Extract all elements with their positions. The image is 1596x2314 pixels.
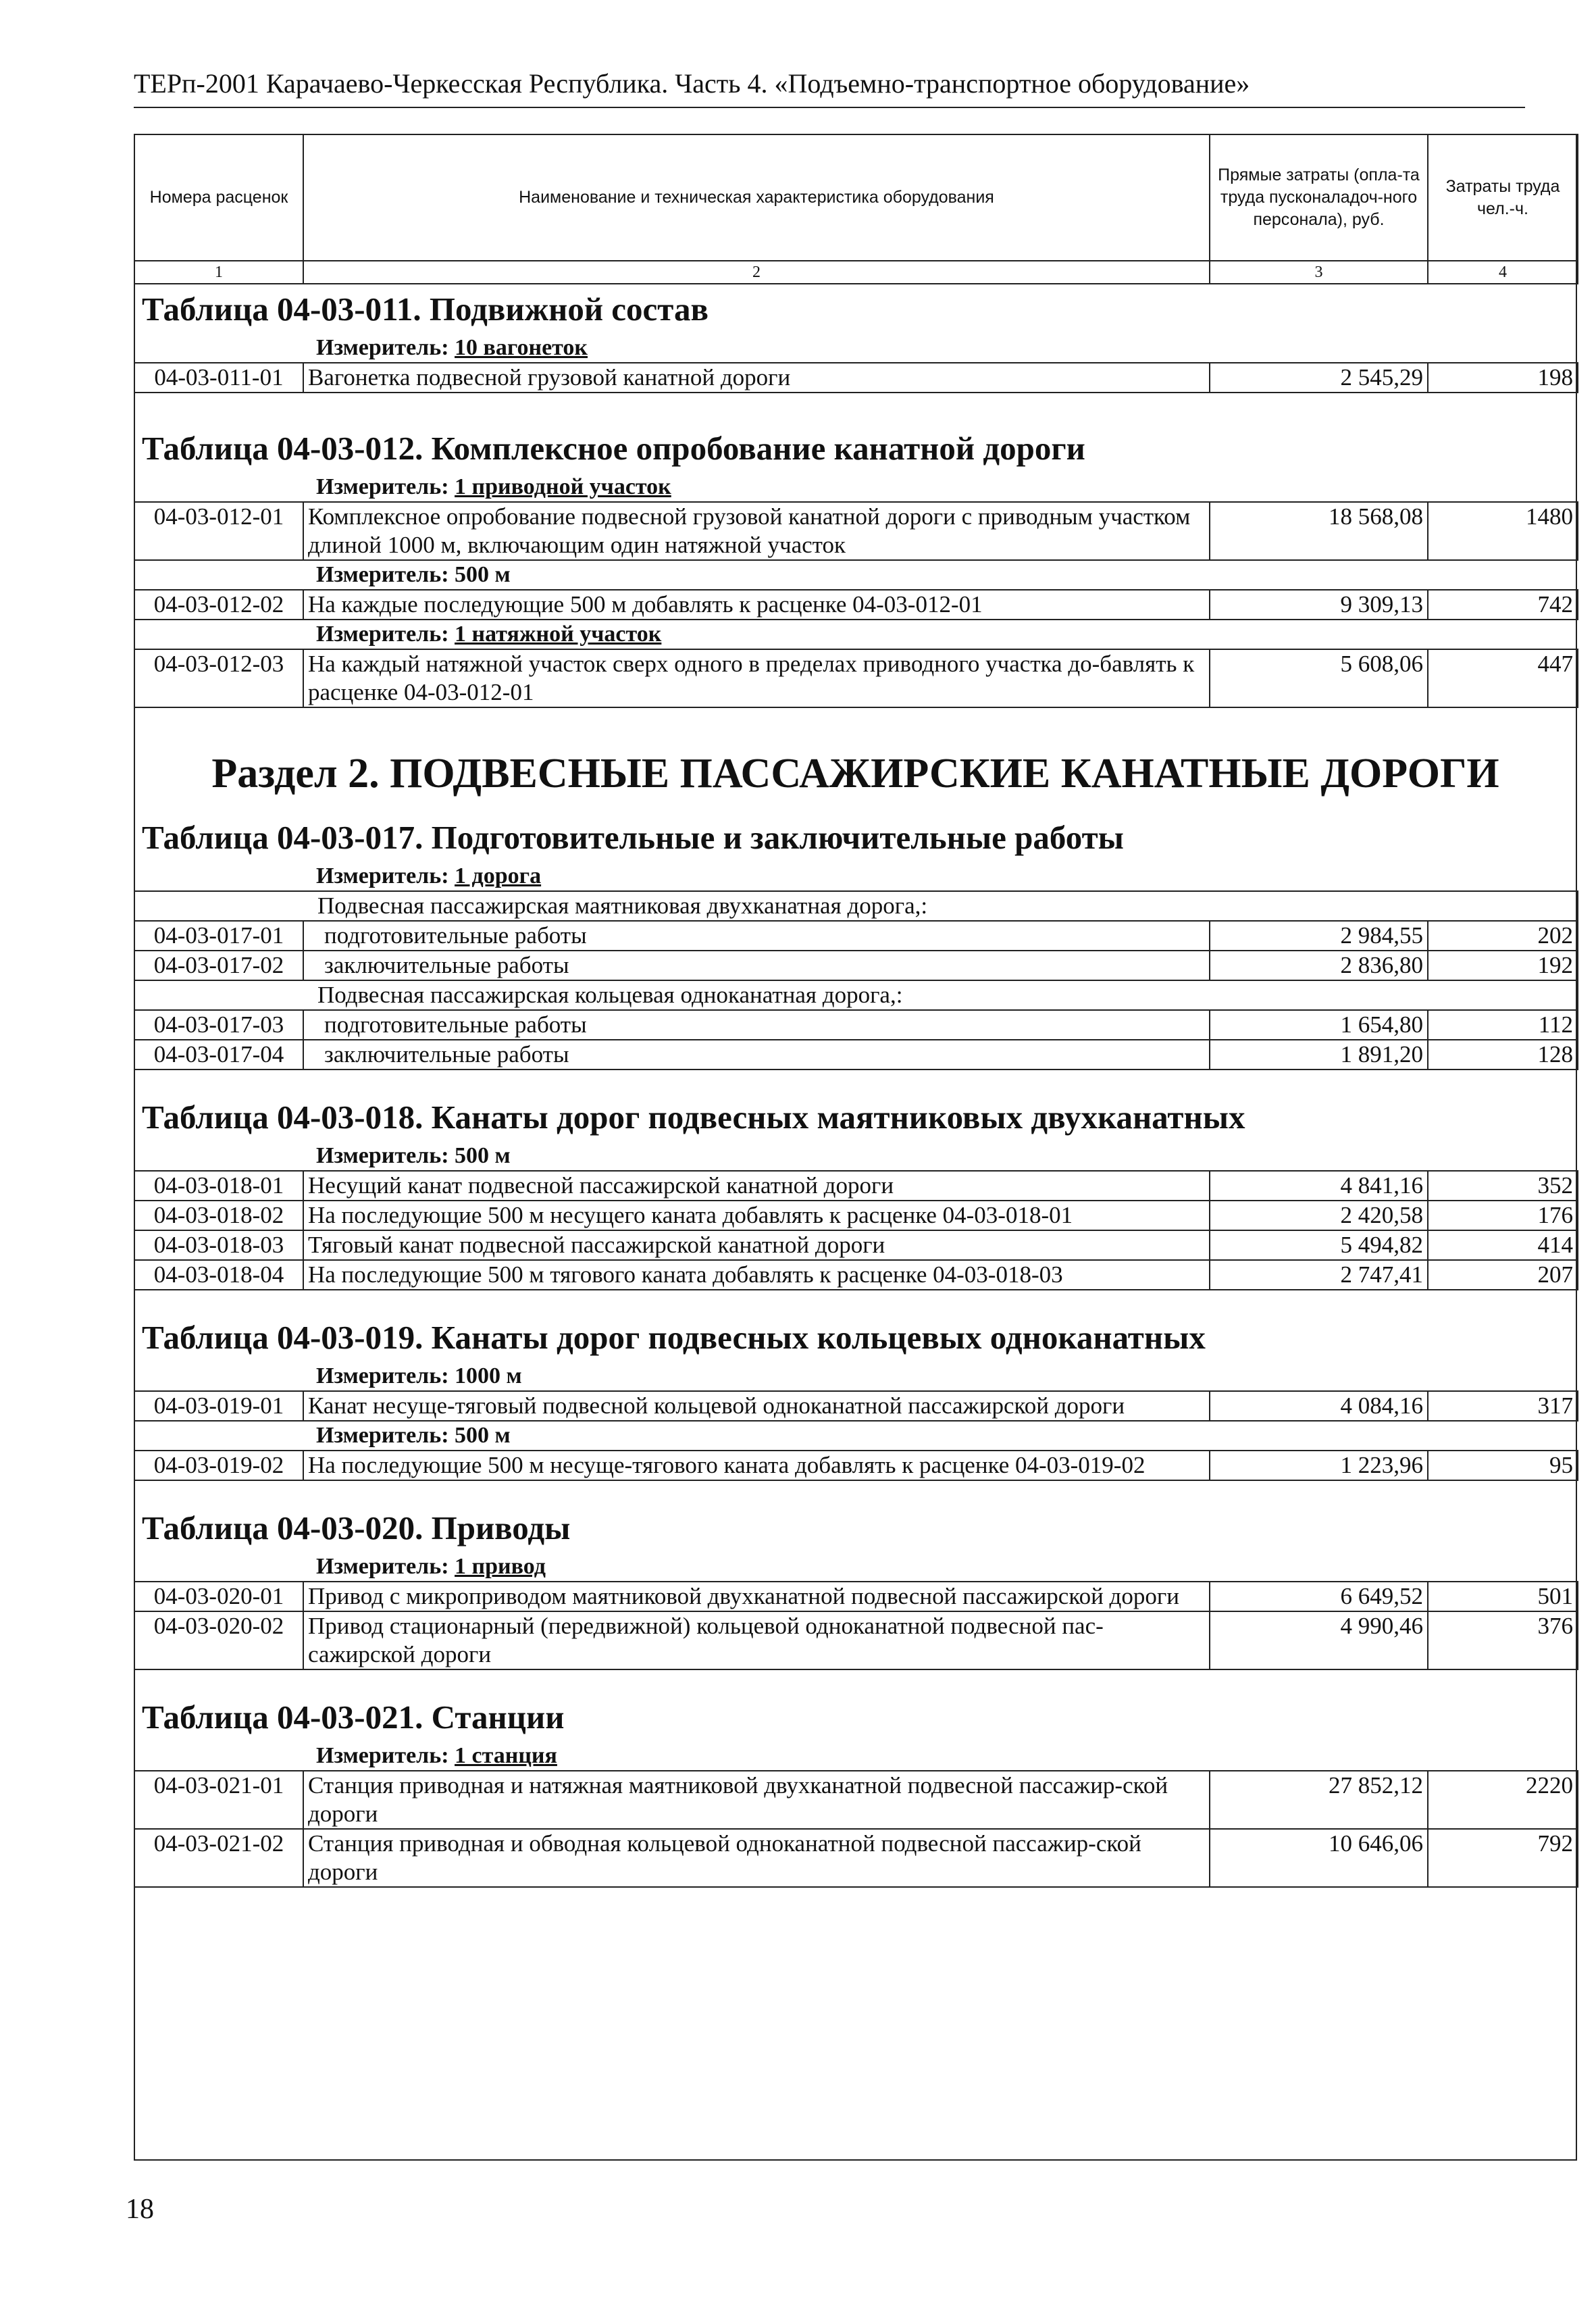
measurement-unit bbox=[134, 862, 1577, 890]
rate-description: Станция приводная и натяжная маятниковой двухканатной подвесной пассажир-ской дороги bbox=[303, 1771, 1210, 1829]
table-heading-04-03-020: Таблица 04-03-020. Приводы bbox=[142, 1509, 571, 1546]
rate-description: Комплексное опробование подвесной грузовой канатной дороги с приводным участком длиной 1000 м, включающим один натяжной участок bbox=[303, 502, 1210, 560]
table-row bbox=[134, 1611, 1578, 1669]
running-head: ТЕРп-2001 Карачаево-Черкесская Республика. Часть 4. «Подъемно-транспортное оборудование» bbox=[134, 68, 1250, 99]
rate-direct-cost: 10 646,06 bbox=[1210, 1829, 1428, 1887]
rate-code: 04-03-020-02 bbox=[134, 1611, 303, 1669]
measurement-unit bbox=[134, 620, 1577, 649]
rate-description: заключительные работы bbox=[303, 951, 1210, 980]
measurement-value: 1000 м bbox=[455, 1363, 522, 1388]
measurement-value: 1 приводной участок bbox=[455, 474, 671, 499]
rate-description: Несущий канат подвесной пассажирской канатной дороги bbox=[303, 1171, 1210, 1201]
rate-code: 04-03-018-02 bbox=[134, 1201, 303, 1230]
spacer bbox=[134, 1481, 1577, 1504]
section-heading: Раздел 2. ПОДВЕСНЫЕ ПАССАЖИРСКИЕ КАНАТНЫЕ ДОРОГИ bbox=[211, 751, 1499, 797]
rate-description: Тяговый канат подвесной пассажирской канатной дороги bbox=[303, 1230, 1210, 1260]
rate-code: 04-03-017-04 bbox=[134, 1040, 303, 1070]
rate-labor-hours: 414 bbox=[1428, 1230, 1578, 1260]
spacer bbox=[134, 1670, 1577, 1693]
column-number-row bbox=[134, 261, 1578, 284]
rate-description: На каждые последующие 500 м добавлять к расценке 04-03-012-01 bbox=[303, 590, 1210, 620]
measurement-value: 1 станция bbox=[455, 1743, 557, 1768]
rate-labor-hours: 95 bbox=[1428, 1451, 1578, 1480]
measurement-label: Измеритель: bbox=[316, 1423, 449, 1448]
rate-labor-hours: 792 bbox=[1428, 1829, 1578, 1887]
rate-code: 04-03-012-02 bbox=[134, 590, 303, 620]
rate-labor-hours: 112 bbox=[1428, 1010, 1578, 1040]
column-number: 3 bbox=[1210, 261, 1428, 284]
table-row bbox=[134, 590, 1578, 620]
rates-table-04-03-020 bbox=[134, 1581, 1578, 1670]
rate-direct-cost: 5 494,82 bbox=[1210, 1230, 1428, 1260]
table-row bbox=[134, 1582, 1578, 1611]
measurement-label: Измеритель: bbox=[316, 474, 449, 499]
table-heading-04-03-019: Таблица 04-03-019. Канаты дорог подвесных кольцевых одноканатных bbox=[142, 1319, 1206, 1356]
rate-direct-cost: 2 836,80 bbox=[1210, 951, 1428, 980]
rate-labor-hours: 202 bbox=[1428, 921, 1578, 951]
document-body bbox=[134, 285, 1577, 1888]
table-row bbox=[134, 502, 1578, 560]
column-number: 4 bbox=[1428, 261, 1578, 284]
rates-table-04-03-017 bbox=[134, 890, 1578, 1070]
table-row bbox=[134, 1171, 1578, 1201]
table-row bbox=[134, 1230, 1578, 1260]
measurement-value: 1 натяжной участок bbox=[455, 622, 662, 647]
measurement-value: 500 м bbox=[455, 1143, 511, 1168]
spacer bbox=[134, 1070, 1577, 1093]
measurement-value: 1 привод bbox=[455, 1554, 546, 1579]
rate-direct-cost: 5 608,06 bbox=[1210, 649, 1428, 707]
measurement-value: 10 вагонеток bbox=[455, 335, 588, 360]
rates-table-04-03-012-b bbox=[134, 589, 1578, 620]
rate-direct-cost: 1 654,80 bbox=[1210, 1010, 1428, 1040]
rate-description: Вагонетка подвесной грузовой канатной дороги bbox=[303, 363, 1210, 393]
table-row bbox=[134, 1010, 1578, 1040]
page-number: 18 bbox=[126, 2194, 154, 2225]
running-head-rule bbox=[134, 107, 1525, 108]
rate-description: Канат несуще-тяговый подвесной кольцевой одноканатной пассажирской дороги bbox=[303, 1391, 1210, 1421]
table-row bbox=[134, 1771, 1578, 1829]
rates-table-04-03-012 bbox=[134, 501, 1578, 561]
column-header-labor: Затраты труда чел.-ч. bbox=[1428, 134, 1578, 261]
rate-labor-hours: 2220 bbox=[1428, 1771, 1578, 1829]
rate-direct-cost: 2 984,55 bbox=[1210, 921, 1428, 951]
rate-direct-cost: 4 084,16 bbox=[1210, 1391, 1428, 1421]
measurement-label: Измеритель: bbox=[316, 1363, 449, 1388]
rate-description: подготовительные работы bbox=[303, 921, 1210, 951]
measurement-unit bbox=[134, 561, 1577, 589]
measurement-unit bbox=[134, 334, 1577, 362]
table-row bbox=[134, 1451, 1578, 1480]
column-number: 2 bbox=[303, 261, 1210, 284]
rate-direct-cost: 27 852,12 bbox=[1210, 1771, 1428, 1829]
rate-direct-cost: 1 891,20 bbox=[1210, 1040, 1428, 1070]
rate-labor-hours: 447 bbox=[1428, 649, 1578, 707]
measurement-label: Измеритель: bbox=[316, 1554, 449, 1579]
rate-description: подготовительные работы bbox=[303, 1010, 1210, 1040]
column-header-direct-costs: Прямые затраты (опла-та труда пусконаладоч-ного персонала), руб. bbox=[1210, 134, 1428, 261]
rate-code: 04-03-021-02 bbox=[134, 1829, 303, 1887]
table-heading-04-03-021: Таблица 04-03-021. Станции bbox=[142, 1699, 565, 1736]
rate-code: 04-03-018-01 bbox=[134, 1171, 303, 1201]
rate-labor-hours: 198 bbox=[1428, 363, 1578, 393]
rate-direct-cost: 18 568,08 bbox=[1210, 502, 1428, 560]
measurement-label: Измеритель: bbox=[316, 622, 449, 647]
rate-code: 04-03-019-01 bbox=[134, 1391, 303, 1421]
table-row bbox=[134, 951, 1578, 980]
rate-code: 04-03-018-04 bbox=[134, 1260, 303, 1290]
rate-code: 04-03-017-02 bbox=[134, 951, 303, 980]
rate-direct-cost: 2 545,29 bbox=[1210, 363, 1428, 393]
rate-direct-cost: 4 841,16 bbox=[1210, 1171, 1428, 1201]
measurement-unit bbox=[134, 1362, 1577, 1390]
rate-description: Станция приводная и обводная кольцевой одноканатной подвесной пассажир-ской дороги bbox=[303, 1829, 1210, 1887]
measurement-unit bbox=[134, 473, 1577, 501]
table-heading-04-03-011: Таблица 04-03-011. Подвижной состав bbox=[142, 291, 709, 328]
table-heading-04-03-018: Таблица 04-03-018. Канаты дорог подвесных маятниковых двухканатных bbox=[142, 1099, 1245, 1136]
rate-labor-hours: 207 bbox=[1428, 1260, 1578, 1290]
table-row bbox=[134, 1260, 1578, 1290]
rate-code: 04-03-019-02 bbox=[134, 1451, 303, 1480]
rate-description: На каждый натяжной участок сверх одного в пределах приводного участка до-бавлять к расценке 04-03-012-01 bbox=[303, 649, 1210, 707]
table-row bbox=[134, 649, 1578, 707]
rate-labor-hours: 742 bbox=[1428, 590, 1578, 620]
rate-description: заключительные работы bbox=[303, 1040, 1210, 1070]
rates-table-04-03-012-c bbox=[134, 649, 1578, 708]
rate-code: 04-03-012-01 bbox=[134, 502, 303, 560]
rate-labor-hours: 501 bbox=[1428, 1582, 1578, 1611]
measurement-label: Измеритель: bbox=[316, 1143, 449, 1168]
group-row bbox=[134, 980, 1578, 1010]
measurement-unit bbox=[134, 1553, 1577, 1581]
measurement-label: Измеритель: bbox=[316, 335, 449, 360]
group-caption: Подвесная пассажирская кольцевая одноканатная дорога,: bbox=[134, 980, 1578, 1010]
rate-description: На последующие 500 м несуще-тягового каната добавлять к расценке 04-03-019-02 bbox=[303, 1451, 1210, 1480]
table-row bbox=[134, 921, 1578, 951]
rates-table-04-03-011 bbox=[134, 362, 1578, 393]
rate-direct-cost: 2 420,58 bbox=[1210, 1201, 1428, 1230]
column-header-row bbox=[134, 134, 1578, 261]
spacer bbox=[134, 1290, 1577, 1313]
measurement-value: 500 м bbox=[455, 562, 511, 587]
table-row bbox=[134, 1391, 1578, 1421]
rate-labor-hours: 376 bbox=[1428, 1611, 1578, 1669]
rate-direct-cost: 4 990,46 bbox=[1210, 1611, 1428, 1669]
column-number: 1 bbox=[134, 261, 303, 284]
column-header-name: Наименование и техническая характеристика оборудования bbox=[303, 134, 1210, 261]
table-row bbox=[134, 1201, 1578, 1230]
measurement-label: Измеритель: bbox=[316, 863, 449, 888]
rate-code: 04-03-018-03 bbox=[134, 1230, 303, 1260]
rate-code: 04-03-021-01 bbox=[134, 1771, 303, 1829]
measurement-value: 500 м bbox=[455, 1423, 511, 1448]
table-row bbox=[134, 1040, 1578, 1070]
group-row bbox=[134, 891, 1578, 921]
rate-code: 04-03-017-03 bbox=[134, 1010, 303, 1040]
rate-direct-cost: 1 223,96 bbox=[1210, 1451, 1428, 1480]
column-header-table bbox=[134, 134, 1578, 284]
rate-labor-hours: 317 bbox=[1428, 1391, 1578, 1421]
rate-labor-hours: 1480 bbox=[1428, 502, 1578, 560]
rate-labor-hours: 176 bbox=[1428, 1201, 1578, 1230]
rate-labor-hours: 128 bbox=[1428, 1040, 1578, 1070]
rate-description: На последующие 500 м тягового каната добавлять к расценке 04-03-018-03 bbox=[303, 1260, 1210, 1290]
measurement-unit bbox=[134, 1742, 1577, 1770]
rate-code: 04-03-020-01 bbox=[134, 1582, 303, 1611]
table-row bbox=[134, 363, 1578, 393]
spacer bbox=[134, 393, 1577, 424]
measurement-unit bbox=[134, 1422, 1577, 1450]
rate-description: На последующие 500 м несущего каната добавлять к расценке 04-03-018-01 bbox=[303, 1201, 1210, 1230]
rate-description: Привод с микроприводом маятниковой двухканатной подвесной пассажирской дороги bbox=[303, 1582, 1210, 1611]
measurement-label: Измеритель: bbox=[316, 1743, 449, 1768]
table-heading-04-03-012: Таблица 04-03-012. Комплексное опробование канатной дороги bbox=[142, 430, 1085, 467]
rate-labor-hours: 352 bbox=[1428, 1171, 1578, 1201]
column-header-codes: Номера расценок bbox=[134, 134, 303, 261]
table-row bbox=[134, 1829, 1578, 1887]
rate-code: 04-03-017-01 bbox=[134, 921, 303, 951]
rates-table-04-03-019 bbox=[134, 1390, 1578, 1422]
rates-table-04-03-018 bbox=[134, 1170, 1578, 1290]
rate-direct-cost: 2 747,41 bbox=[1210, 1260, 1428, 1290]
measurement-unit bbox=[134, 1142, 1577, 1170]
rate-description: Привод стационарный (передвижной) кольцевой одноканатной подвесной пас-сажирской дороги bbox=[303, 1611, 1210, 1669]
measurement-value: 1 дорога bbox=[455, 863, 542, 888]
measurement-label: Измеритель: bbox=[316, 562, 449, 587]
rates-table-04-03-021 bbox=[134, 1770, 1578, 1888]
rate-direct-cost: 9 309,13 bbox=[1210, 590, 1428, 620]
rates-table-04-03-019-b bbox=[134, 1450, 1578, 1481]
table-heading-04-03-017: Таблица 04-03-017. Подготовительные и заключительные работы bbox=[142, 819, 1124, 856]
rate-code: 04-03-011-01 bbox=[134, 363, 303, 393]
rate-labor-hours: 192 bbox=[1428, 951, 1578, 980]
rate-code: 04-03-012-03 bbox=[134, 649, 303, 707]
group-caption: Подвесная пассажирская маятниковая двухканатная дорога,: bbox=[134, 891, 1578, 921]
rate-direct-cost: 6 649,52 bbox=[1210, 1582, 1428, 1611]
